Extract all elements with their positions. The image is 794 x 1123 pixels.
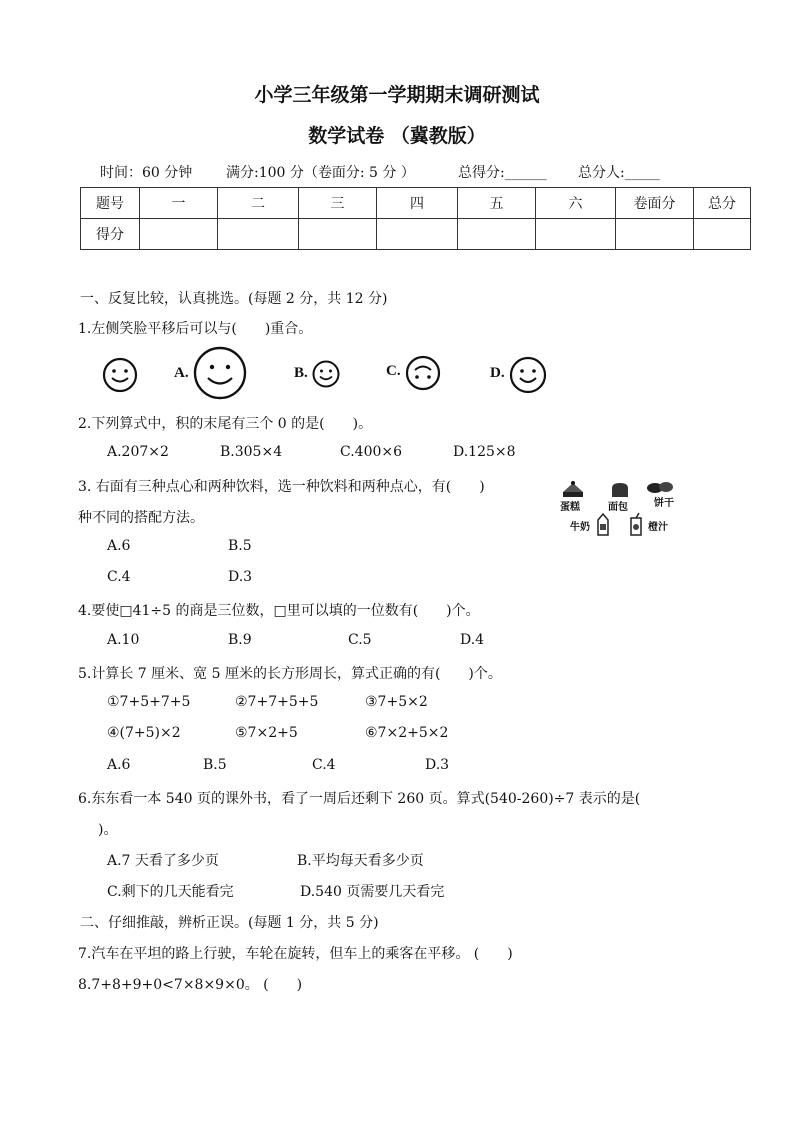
- question-6-line2: )。: [98, 822, 118, 838]
- bread-icon: [610, 482, 630, 498]
- q5-expr-2: ②7+7+5+5: [235, 694, 319, 710]
- table-cell: 一: [140, 188, 218, 219]
- question-8: 8.7+8+9+0<7×8×9×0。 ( ): [78, 977, 303, 993]
- q5-expr-3: ③7+5×2: [365, 694, 428, 710]
- section2-heading: 二、仔细推敲，辨析正误。(每题 1 分，共 5 分): [80, 915, 379, 931]
- time-info: 时间：60 分钟: [100, 165, 193, 181]
- total-score-field: 总得分:______: [458, 165, 547, 181]
- q5-option-b: B.5: [203, 757, 227, 773]
- q6-option-a: A.7 天看了多少页: [107, 853, 219, 869]
- q5-expr-6: ⑥7×2+5×2: [365, 725, 449, 741]
- question-3-line2: 种不同的搭配方法。: [78, 510, 204, 526]
- score-input-cell[interactable]: [694, 219, 751, 250]
- score-input-cell[interactable]: [299, 219, 377, 250]
- table-cell: 二: [218, 188, 299, 219]
- question-3-line1: 3. 右面有三种点心和两种饮料，选一种饮料和两种点心，有( ): [78, 479, 485, 495]
- score-table-score-row: [81, 219, 751, 250]
- option-d-label: D.: [490, 365, 505, 381]
- option-a-label: A.: [174, 365, 189, 381]
- q6-option-b: B.平均每天看多少页: [297, 853, 424, 869]
- q5-expr-1: ①7+5+7+5: [107, 694, 191, 710]
- q5-option-a: A.6: [107, 757, 131, 773]
- page-title: 小学三年级第一学期期末调研测试: [254, 84, 540, 106]
- table-cell: 题号: [81, 188, 140, 219]
- table-cell: 五: [458, 188, 536, 219]
- q6-option-d: D.540 页需要几天看完: [300, 884, 445, 900]
- upside-down-face-icon: [405, 355, 441, 391]
- q5-option-c: C.4: [312, 757, 336, 773]
- q2-option-b: B.305×4: [220, 444, 283, 460]
- option-c-label: C.: [386, 363, 401, 379]
- food-picture-group: [558, 476, 688, 538]
- score-table-header-row: [81, 188, 751, 219]
- table-cell: 三: [299, 188, 377, 219]
- table-cell: 六: [536, 188, 616, 219]
- q3-option-d: D.3: [228, 569, 253, 585]
- table-cell: 卷面分: [616, 188, 694, 219]
- q2-option-a: A.207×2: [107, 444, 169, 460]
- table-cell: 总分: [694, 188, 751, 219]
- milk-carton-icon: [596, 512, 610, 536]
- page-subtitle: 数学试卷 （冀教版）: [308, 125, 486, 147]
- q5-option-d: D.3: [425, 757, 450, 773]
- table-cell: 得分: [81, 219, 140, 250]
- question-2: 2.下列算式中，积的末尾有三个 0 的是( )。: [78, 416, 373, 432]
- score-input-cell[interactable]: [458, 219, 536, 250]
- score-input-cell[interactable]: [377, 219, 458, 250]
- biscuit-icon: [646, 480, 674, 494]
- score-input-cell[interactable]: [218, 219, 299, 250]
- score-input-cell[interactable]: [536, 219, 616, 250]
- food-label-juice: 橙汁: [648, 522, 668, 533]
- q4-option-a: A.10: [107, 632, 140, 648]
- smiley-face-icon: [509, 356, 547, 394]
- q4-option-d: D.4: [460, 632, 485, 648]
- question-4: 4.要使□41÷5 的商是三位数，□里可以填的一位数有( )个。: [78, 603, 480, 619]
- q3-option-a: A.6: [107, 538, 131, 554]
- q2-option-d: D.125×8: [453, 444, 516, 460]
- score-table: [80, 187, 751, 250]
- q4-option-b: B.9: [228, 632, 252, 648]
- large-smiley-face-icon: [193, 346, 247, 400]
- smiley-face-icon: [102, 357, 138, 393]
- food-label-bread: 面包: [608, 502, 628, 513]
- section1-heading: 一、反复比较，认真挑选。(每题 2 分，共 12 分): [80, 291, 388, 307]
- q4-option-c: C.5: [348, 632, 372, 648]
- small-smiley-face-icon: [312, 360, 340, 388]
- grader-field: 总分人:_____: [578, 165, 660, 181]
- score-input-cell[interactable]: [140, 219, 218, 250]
- food-label-milk: 牛奶: [570, 522, 590, 533]
- food-label-biscuit: 饼干: [654, 498, 674, 509]
- q5-expr-5: ⑤7×2+5: [235, 725, 298, 741]
- q6-option-c: C.剩下的几天能看完: [107, 884, 234, 900]
- q2-option-c: C.400×6: [340, 444, 403, 460]
- question-5: 5.计算长 7 厘米、宽 5 厘米的长方形周长，算式正确的有( )个。: [78, 666, 502, 682]
- q5-expr-4: ④(7+5)×2: [107, 725, 181, 741]
- score-input-cell[interactable]: [616, 219, 694, 250]
- option-b-label: B.: [294, 365, 308, 381]
- full-score-info: 满分:100 分（卷面分: 5 分 ）: [226, 165, 415, 181]
- question-7: 7.汽车在平坦的路上行驶，车轮在旋转，但车上的乘客在平移。 ( ): [78, 946, 513, 962]
- table-cell: 四: [377, 188, 458, 219]
- cake-icon: [561, 478, 585, 498]
- question-1: 1.左侧笑脸平移后可以与( )重合。: [78, 321, 313, 337]
- q3-option-c: C.4: [107, 569, 131, 585]
- food-label-cake: 蛋糕: [560, 502, 580, 513]
- q3-option-b: B.5: [228, 538, 252, 554]
- juice-box-icon: [628, 512, 644, 536]
- question-6-line1: 6.东东看一本 540 页的课外书，看了一周后还剩下 260 页。算式(540-260)÷7 表示的是(: [78, 791, 641, 807]
